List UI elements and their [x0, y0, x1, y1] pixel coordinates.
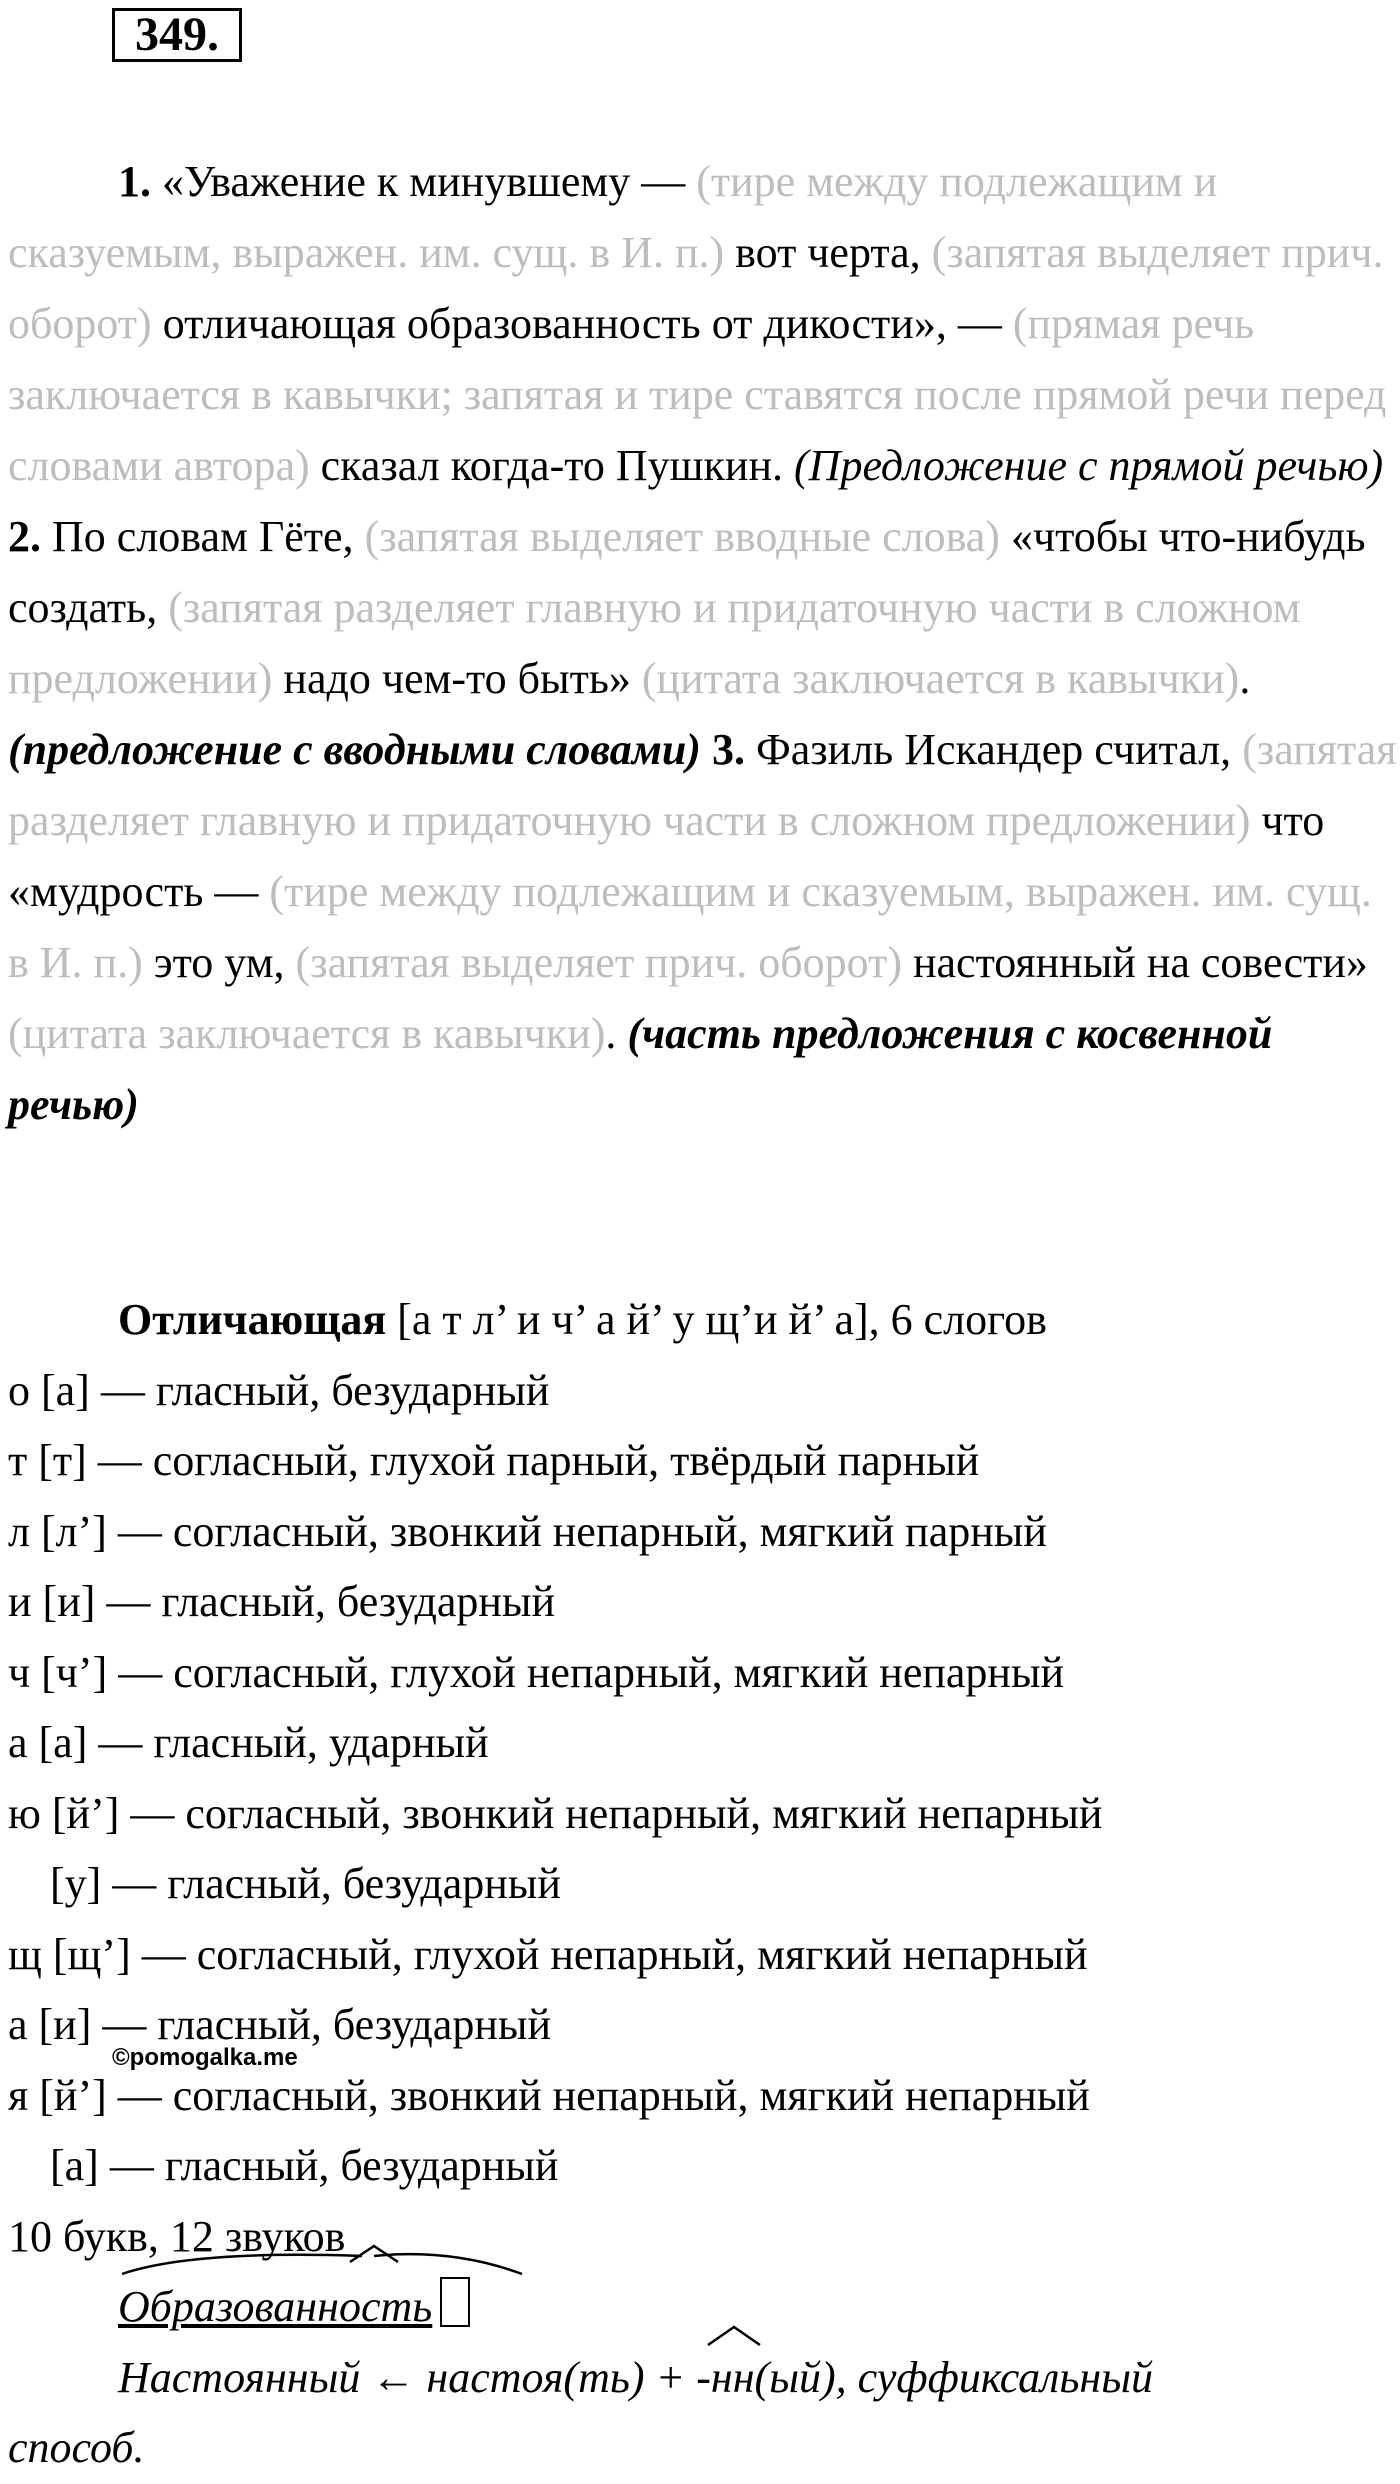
- s3-text-1: Фазиль Искандер считал,: [755, 725, 1232, 774]
- s2-type: (предложение с вводными словами): [8, 725, 701, 774]
- phonetic-line: л [л’] — согласный, звонкий непарный, мягкий парный: [8, 1506, 1047, 1556]
- derivation-suffix-wrap: [696, 2343, 1153, 2414]
- s2-note-3: (цитата заключается в кавычки): [641, 654, 1240, 703]
- sentences-paragraph: [8, 146, 1400, 1140]
- s3-note-1: (запятая разделяет главную и придаточную части в сложном предложении): [8, 725, 1397, 845]
- derivation-base: настоя(ть) +: [426, 2352, 686, 2402]
- phonetic-line: [а] — гласный, безударный: [50, 2141, 559, 2190]
- s2-note-2: (запятая разделяет главную и придаточную части в сложном предложении): [8, 583, 1301, 703]
- derivation-word: Настоянный: [118, 2352, 361, 2402]
- zero-ending-icon: [440, 2277, 470, 2327]
- sentence-3-number: 3.: [711, 725, 745, 774]
- phonetic-line: щ [щ’] — согласный, глухой непарный, мягкий непарный: [8, 1929, 1088, 1979]
- morphemic-word: Образованность: [118, 2282, 433, 2331]
- derivation-suffix: -нн(ый), суффиксальный: [696, 2352, 1154, 2402]
- s1-note-3: (прямая речь заключается в кавычки; запятая и тире ставятся после прямой речи перед словами автора): [8, 299, 1387, 490]
- exercise-number: 349.: [112, 8, 242, 62]
- s2-text-2: «чтобы что-нибудь создать,: [8, 512, 1366, 632]
- phonetic-line: я [й’] — согласный, звонкий непарный, мягкий непарный: [8, 2070, 1090, 2120]
- derivation-arrow: ←: [371, 2352, 416, 2402]
- phonetic-line: а [а] — гласный, ударный: [8, 1718, 489, 1767]
- phonetic-line: [у] — гласный, безударный: [50, 1859, 561, 1908]
- phonetic-line: ю [й’] — согласный, звонкий непарный, мягкий непарный: [8, 1788, 1103, 1838]
- phonetic-transcription: [а т л’ и ч’ а й’ у щ’и й’ а], 6 слогов: [397, 1295, 1047, 1344]
- s2-text-4: .: [1239, 654, 1251, 703]
- root-arc-icon: [112, 2250, 532, 2280]
- sentence-1-number: 1.: [118, 157, 151, 206]
- s3-note-3: (запятая выделяет прич. оборот): [295, 938, 902, 987]
- phonetic-word: Отличающая: [118, 1295, 387, 1344]
- s1-note-1: (тире между подлежащим и сказуемым, выражен. им. сущ. в И. п.): [8, 157, 1218, 277]
- s1-text-2: вот черта,: [735, 228, 921, 277]
- derivation-line: [8, 2343, 1400, 2414]
- sentence-2-number: 2.: [8, 512, 41, 561]
- phonetic-line: и [и] — гласный, безударный: [8, 1577, 556, 1626]
- s3-text-3: это ум,: [153, 938, 285, 987]
- s2-text-1: По словам Гёте,: [52, 512, 354, 561]
- s3-note-4: (цитата заключается в кавычки): [8, 1009, 606, 1058]
- s1-note-2: (запятая выделяет прич. оборот): [8, 228, 1384, 348]
- suffix-caret-icon: [704, 2325, 764, 2349]
- s2-note-1: (запятая выделяет вводные слова): [364, 512, 1000, 561]
- s1-text-4: сказал когда-то Пушкин.: [320, 441, 784, 490]
- s1-text-1: «Уважение к минувшему —: [162, 157, 686, 206]
- s3-note-2: (тире между подлежащим и сказуемым, выражен. им. сущ. в И. п.): [8, 867, 1372, 987]
- s3-text-2: что «мудрость —: [8, 796, 1325, 916]
- phonetic-summary: 10 букв, 12 звуков: [8, 2211, 346, 2261]
- s2-text-3: надо чем-то быть»: [283, 654, 631, 703]
- s3-text-4: настоянный на совести»: [912, 938, 1368, 987]
- phonetic-line: а [и] — гласный, безударный: [8, 2000, 551, 2049]
- phonetic-header: [8, 1285, 1400, 1356]
- s1-type: (Предложение с прямой речью): [794, 441, 1384, 490]
- phonetic-line: ч [ч’] — согласный, глухой непарный, мягкий непарный: [8, 1647, 1065, 1697]
- watermark: ©pomogalka.me: [112, 2044, 298, 2071]
- s3-type: (часть предложения с косвенной речью): [8, 1009, 1273, 1129]
- phonetic-analysis: [8, 1285, 1400, 2484]
- phonetic-line: т [т] — согласный, глухой парный, твёрдый парный: [8, 1436, 980, 1485]
- phonetic-line: о [а] — гласный, безударный: [8, 1365, 550, 1415]
- derivation-line-2: способ.: [8, 2423, 145, 2472]
- s1-text-3: отличающая образованность от дикости», —: [162, 299, 1002, 348]
- morphemic-word-wrap: [118, 2272, 432, 2343]
- s3-text-5: .: [605, 1009, 617, 1058]
